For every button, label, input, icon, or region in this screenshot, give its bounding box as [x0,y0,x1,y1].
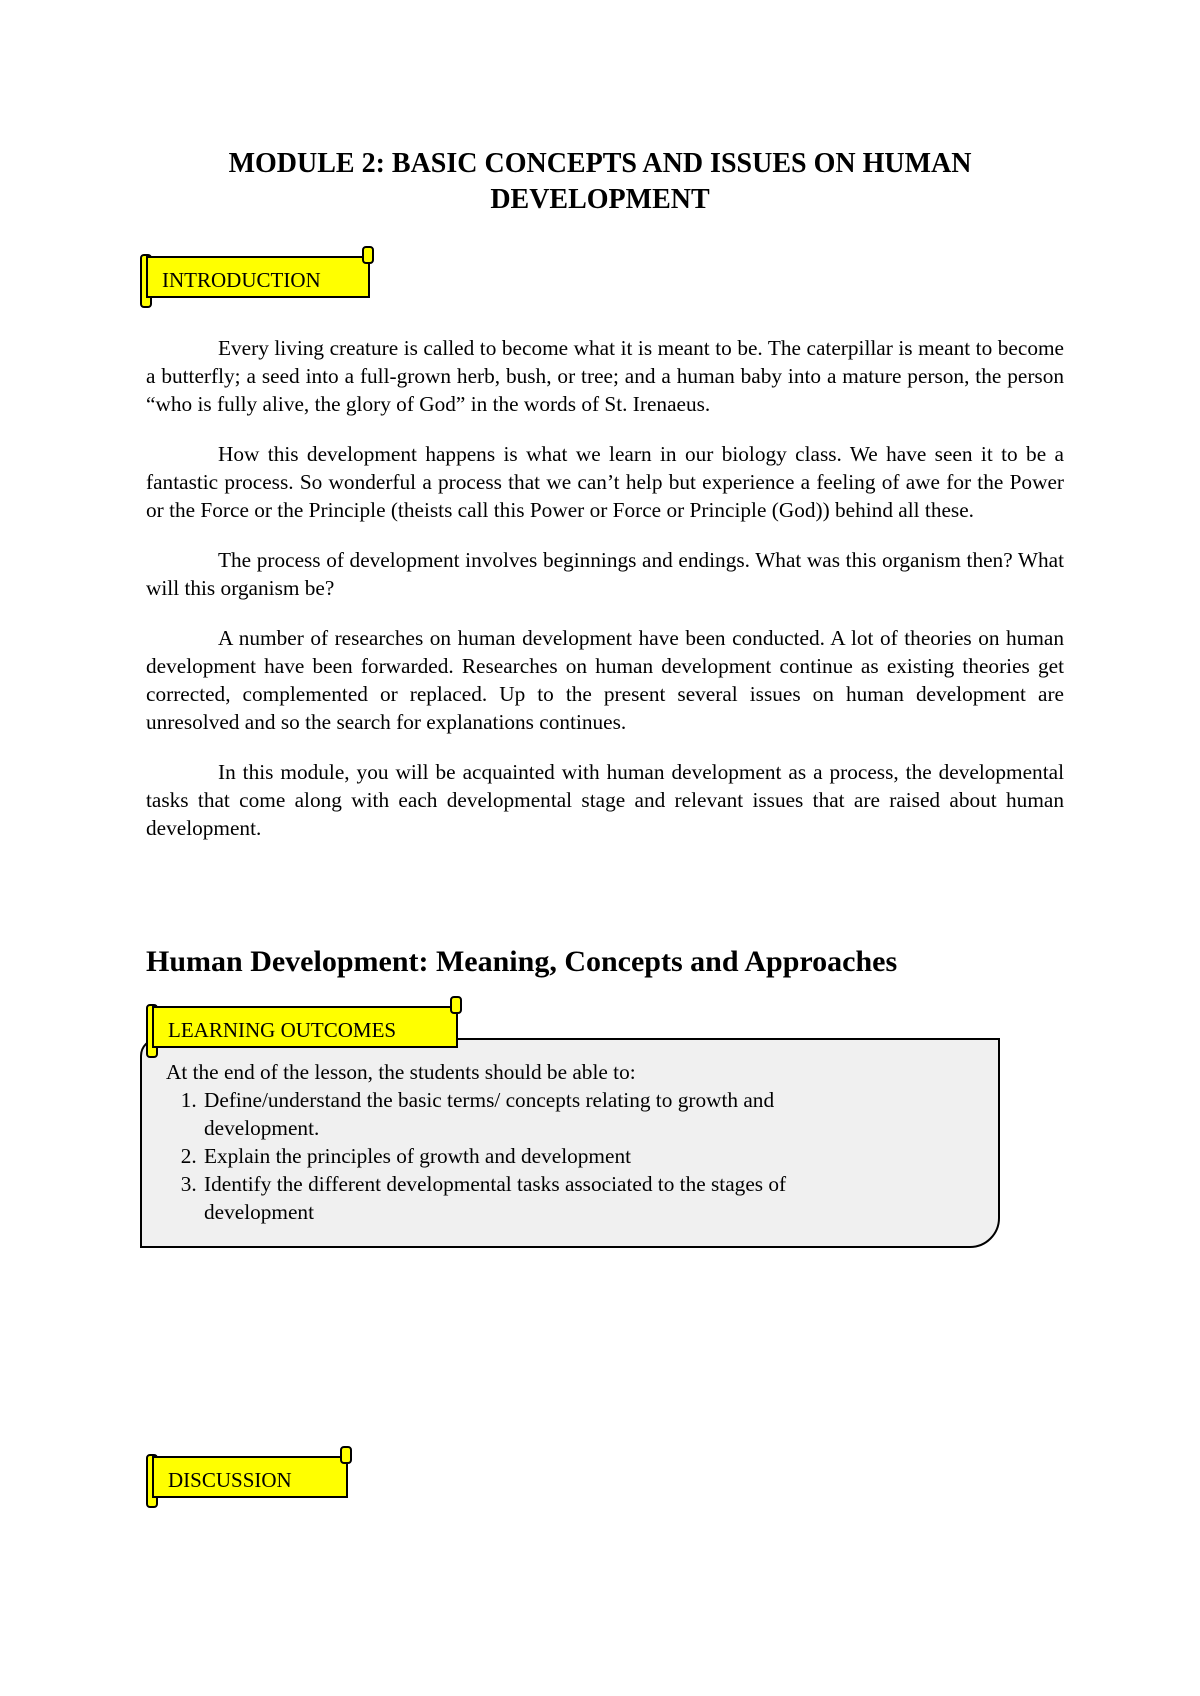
learning-outcomes-label: LEARNING OUTCOMES [152,1006,458,1048]
section-heading: Human Development: Meaning, Concepts and Approaches [146,945,898,978]
outcome-item-1: 1. Define/understand the basic terms/ concepts relating to growth and development. [202,1086,886,1142]
learning-outcomes-banner [146,1000,458,1048]
intro-paragraph-4: A number of researches on human development have been conducted. A lot of theories on human development have been forwarded. Researches on human development continue as existing theories get corrected, complemented or replaced. Up to the present several issues on human development are unresolved and so the search for explanations continues. [146,626,1064,734]
learning-outcomes-content [166,1058,886,1226]
intro-paragraph-2: How this development happens is what we learn in our biology class. We have seen it to be a fantastic process. So wonderful a process that we can’t help but experience a feeling of awe for the Power or the Force or the Principle (theists call this Power or Force or Principle (God)) behind all these. [146,442,1064,522]
intro-paragraph-3: The process of development involves beginnings and endings. What was this organism then? What will this organism be? [146,548,1064,600]
scroll-curl-top [340,1446,352,1464]
outcomes-intro: At the end of the lesson, the students should be able to: [166,1060,636,1084]
outcome-item-2: 2. Explain the principles of growth and development [202,1142,886,1170]
scroll-curl-top [362,246,374,264]
intro-paragraph-5: In this module, you will be acquainted with human development as a process, the developmental tasks that come along with each developmental stage and relevant issues that are raised about human development. [146,760,1064,840]
title-line-1: MODULE 2: BASIC CONCEPTS AND ISSUES ON HUMAN [228,148,972,179]
discussion-banner [146,1450,348,1498]
intro-paragraph-1: Every living creature is called to become what it is meant to be. The caterpillar is meant to become a butterfly; a seed into a full-grown herb, bush, or tree; and a human baby into a mature person, the person “who is fully alive, the glory of God” in the words of St. Irenaeus. [146,336,1064,416]
introduction-text [146,334,1064,864]
scroll-curl-top [450,996,462,1014]
discussion-label: DISCUSSION [152,1456,348,1498]
outcomes-list [166,1086,886,1226]
outcome-item-3: 3. Identify the different developmental tasks associated to the stages of development [202,1170,886,1226]
title-line-2: DEVELOPMENT [490,184,710,215]
introduction-label: INTRODUCTION [146,256,370,298]
page-title [0,146,1200,218]
introduction-banner [140,250,370,298]
